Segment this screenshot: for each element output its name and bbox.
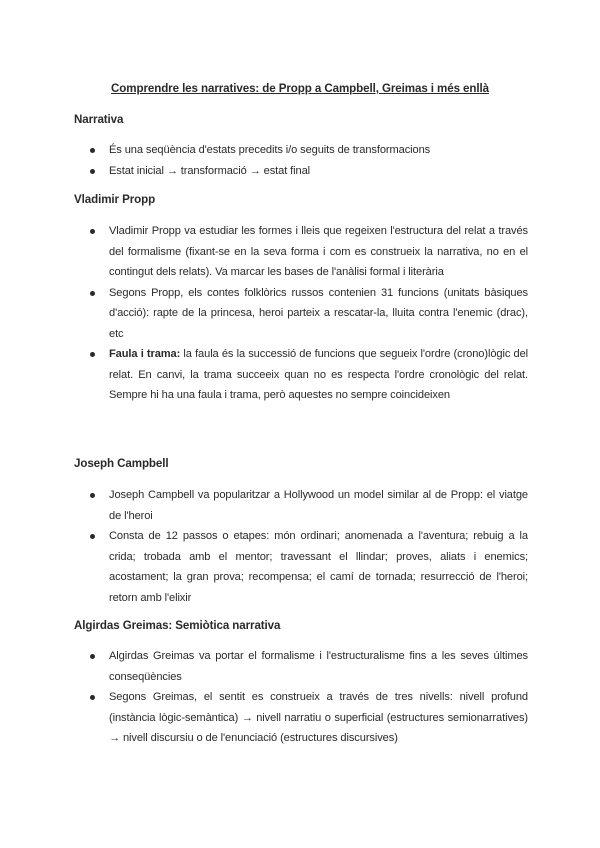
- campbell-list: [90, 485, 528, 608]
- propp-list: [90, 221, 528, 406]
- list-item: Segons Greimas, el sentit es construeix a través de tres nivells: nivell profund (instància lògic-semàntica) → nivell narratiu o superficial (estructures semionarratives) → nivell discursiu o de l'enunciació (estructures discursives): [90, 687, 528, 749]
- faula-text: la faula és la successió de funcions que segueix l'ordre (crono)lògic del relat. En canvi, la trama succeeix quan no es respecta l'ordre cronològic del relat. Sempre hi ha una faula i trama, però aquestes no sempre coincideixen: [109, 348, 528, 401]
- list-item: Consta de 12 passos o etapes: món ordinari; anomenada a l'aventura; rebuig a la crida; trobada amb el mentor; travessant el llindar; proves, aliats i enemics; acostament; la gran prova; recompensa; el camí de tornada; resurrecció de l'heroi; retorn amb l'elixir: [90, 526, 528, 608]
- list-item: Joseph Campbell va popularitzar a Hollywood un model similar al de Propp: el viatge de l'heroi: [90, 485, 528, 526]
- section-title-narrativa: Narrativa: [74, 113, 124, 126]
- section-title-propp: Vladimir Propp: [74, 193, 156, 206]
- section-title-greimas: Algirdas Greimas: Semiòtica narrativa: [74, 619, 281, 632]
- section-title-campbell: Joseph Campbell: [74, 457, 169, 470]
- list-item: Vladimir Propp va estudiar les formes i lleis que regeixen l'estructura del relat a través del formalisme (fixant-se en la seva forma i com es construeix la narrativa, no en el contingut dels relats). Va marcar les bases de l'anàlisi formal i literària: [90, 221, 528, 283]
- list-item: Estat inicial → transformació → estat final: [90, 161, 528, 182]
- narrativa-list: [90, 140, 528, 181]
- list-item: És una seqüència d'estats precedits i/o seguits de transformacions: [90, 140, 528, 161]
- greimas-list: [90, 646, 528, 749]
- faula-label: Faula i trama:: [109, 348, 181, 360]
- list-item: [90, 344, 528, 406]
- document-title: Comprendre les narratives: de Propp a Campbell, Greimas i més enllà: [111, 82, 489, 95]
- list-item: Segons Propp, els contes folklòrics russos contenien 31 funcions (unitats bàsiques d'acció): rapte de la princesa, heroi parteix a rescatar-la, lluita contra l'enemic (drac), etc: [90, 283, 528, 345]
- list-item: Algirdas Greimas va portar el formalisme i l'estructuralisme fins a les seves últimes conseqüències: [90, 646, 528, 687]
